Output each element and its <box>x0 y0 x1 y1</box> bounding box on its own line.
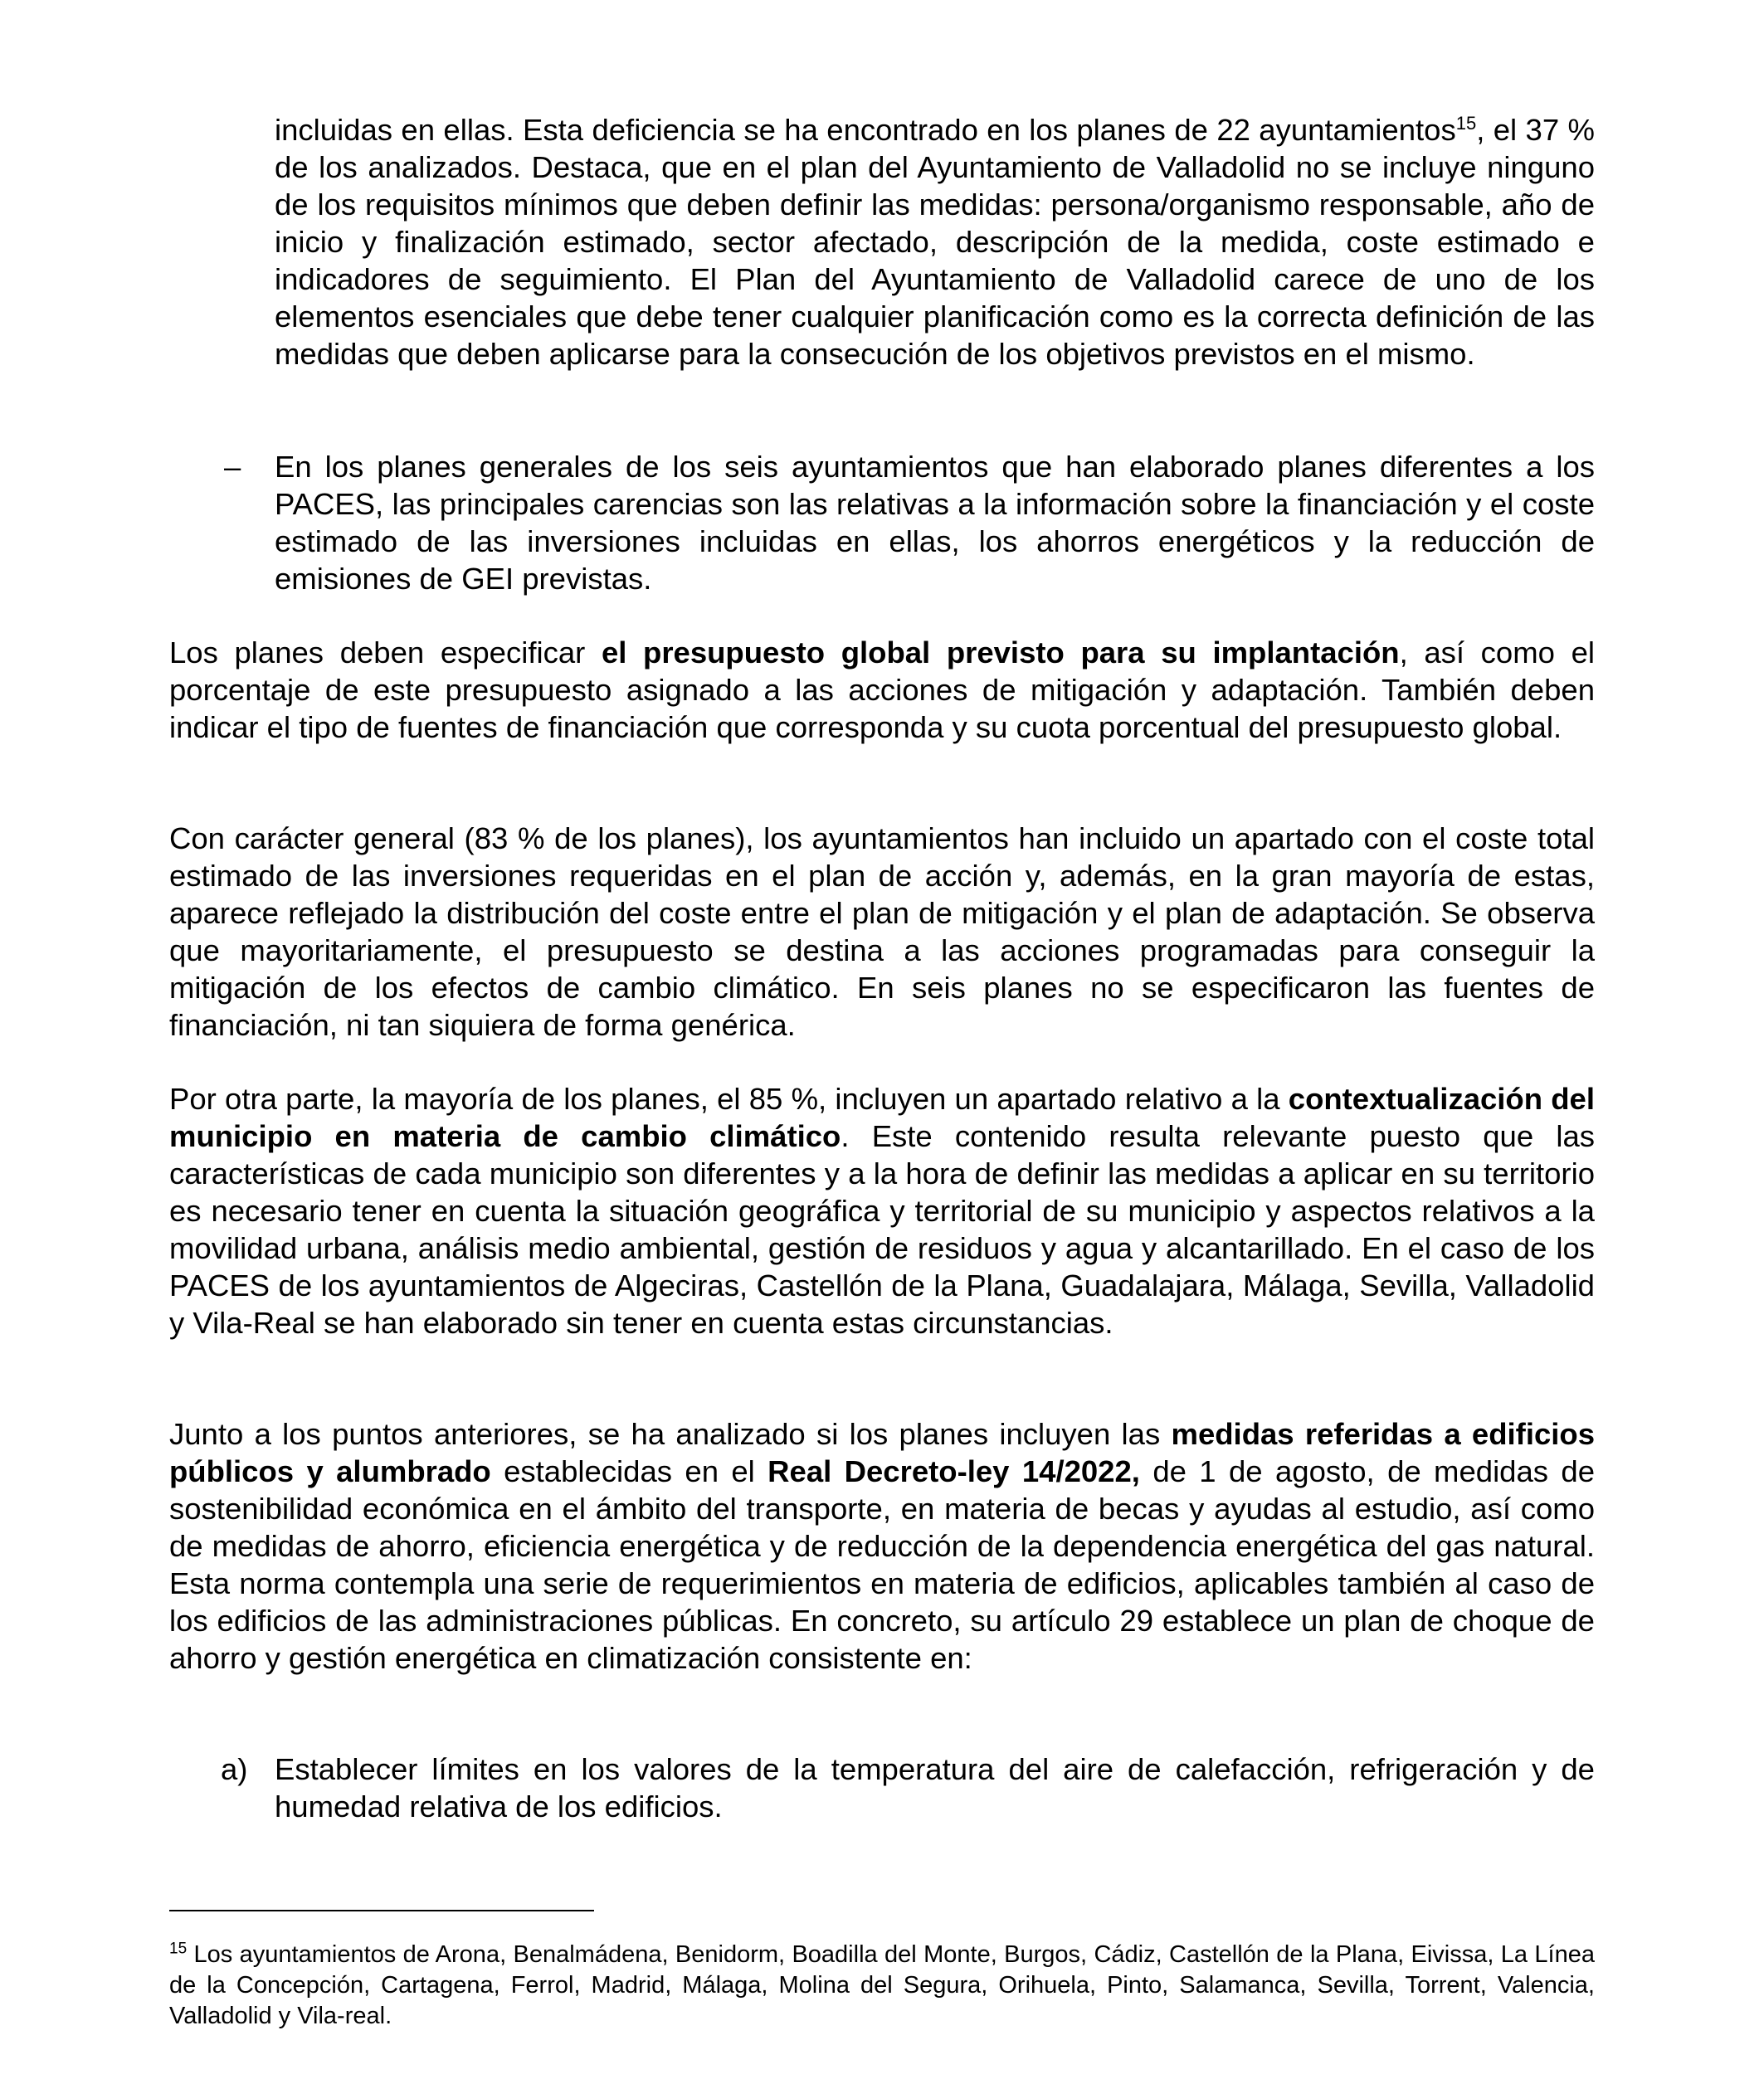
paragraph-public-buildings: Junto a los puntos anteriores, se ha analizado si los planes incluyen las medidas referidas a edificios públicos y alumbrado establecidas en el Real Decreto-ley 14/2022, de 1 de agosto, de medidas de sostenibilidad económica en el ámbito del transporte, en materia de becas y ayudas al estudio, así como de medidas de ahorro, eficiencia energética y de reducción de la dependencia energética del gas natural. Esta norma contempla una serie de requerimientos en materia de edificios, aplicables también al caso de los edificios de las administraciones públicas. En concreto, su artículo 29 establece un plan de choque de ahorro y gestión energética en climatización consistente en: <box>169 1417 1596 1675</box>
paragraph-global-budget: Los planes deben especificar el presupuesto global previsto para su implantación, así como el porcentaje de este presupuesto asignado a las acciones de mitigación y adaptación. También deben indicar el tipo de fuentes de financiación que corresponda y su cuota porcentual del presupuesto global. <box>169 635 1595 744</box>
paragraph-cost-estimate: Con carácter general (83 % de los planes), los ayuntamientos han incluido un apartado con el coste total estimado de las inversiones requeridas en el plan de acción y, además, en la gran mayoría de estas, aparece reflejado la distribución del coste entre el plan de mitigación y el plan de adaptación. Se observa que mayoritariamente, el presupuesto se destina a las acciones programadas para conseguir la mitigación de los efectos de cambio climático. En seis planes no se especificaron las fuentes de financiación, ni tan siquiera de forma genérica. <box>169 821 1595 1042</box>
paragraph-general-plans: En los planes generales de los seis ayuntamientos que han elaborado planes diferentes a los PACES, las principales carencias son las relativas a la información sobre la financiación y el coste estimado de las inversiones incluidas en ellas, los ahorros energéticos y la reducción de emisiones de GEI previstas. <box>275 450 1595 596</box>
paragraph-municipal-context: Por otra parte, la mayoría de los planes, el 85 %, incluyen un apartado relativo a la contextualización del municipio en materia de cambio climático. Este contenido resulta relevante puesto que las características de cada municipio son diferentes y a la hora de definir las medidas a aplicar en su territorio es necesario tener en cuenta la situación geográfica y territorial de su municipio y aspectos relativos a la movilidad urbana, análisis medio ambiental, gestión de residuos y agua y alcantarillado. En el caso de los PACES de los ayuntamientos de Algeciras, Castellón de la Plana, Guadalajara, Málaga, Sevilla, Valladolid y Vila-Real se han elaborado sin tener en cuenta estas circunstancias. <box>169 1082 1595 1340</box>
paragraph-plan-deficiencies: incluidas en ellas. Esta deficiencia se ha encontrado en los planes de 22 ayuntamientos$^{15}$, el 37 % de los analizados. Destaca, que en el plan del Ayuntamiento de Valladolid no se incluye ninguno de los requisitos mínimos que deben definir las medidas: persona/organismo responsable, año de inicio y finalización estimado, sector afectado, descripción de la medida, coste estimado e indicadores de seguimiento. El Plan del Ayuntamiento de Valladolid carece de uno de los elementos esenciales que debe tener cualquier planificación como es la correcta definición de las medidas que deben aplicarse para la consecución de los objetivos previstos en el mismo. <box>275 112 1595 371</box>
list-dash-marker: – <box>224 450 241 484</box>
footnote-number: 15 <box>169 1940 188 1958</box>
list-letter-marker: a) <box>221 1752 248 1786</box>
footnote-reference[interactable]: 15 <box>1455 112 1477 134</box>
footnote-15: $^{15}$ Los ayuntamientos de Arona, Benalmádena, Benidorm, Boadilla del Monte, Burgos, Cádiz, Castellón de la Plana, Eivissa, La Línea de la Concepción, Cartagena, Ferrol, Madrid, Málaga, Molina del Segura, Orihuela, Pinto, Salamanca, Sevilla, Torrent, Valencia, Valladolid y Vila-real. <box>169 1940 1595 2029</box>
paragraph-temperature-limits: Establecer límites en los valores de la temperatura del aire de calefacción, refrigeración y de humedad relativa de los edificios. <box>275 1752 1595 1824</box>
footnote-separator <box>169 1910 594 1911</box>
